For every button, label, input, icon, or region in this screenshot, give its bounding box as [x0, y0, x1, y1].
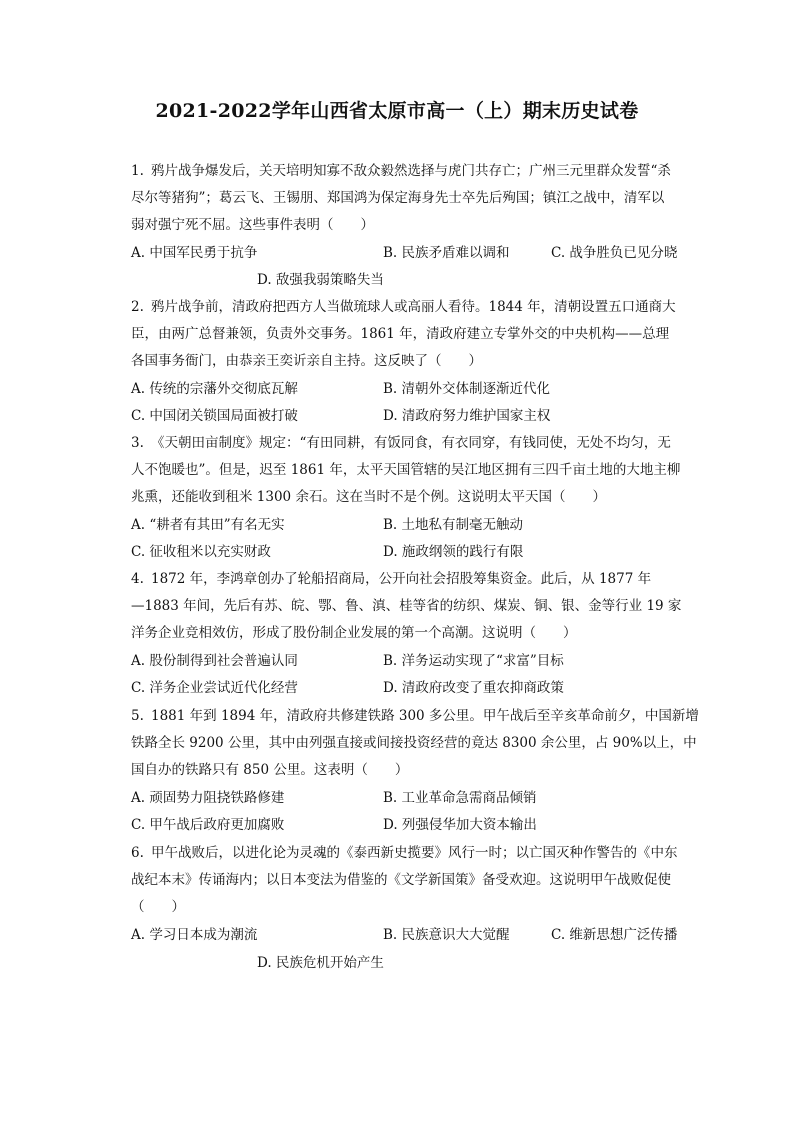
question-5-line-2: 铁路全长 9200 公里，其中由列强直接或间接投资经营的竟达 8300 余公里，占 90%以上，中 — [131, 735, 697, 751]
question-1-option-d[interactable]: D. 敌强我弱策略失当 — [257, 272, 384, 288]
question-4-option-d[interactable]: D. 清政府改变了重农抑商政策 — [383, 680, 564, 696]
question-2-option-c[interactable]: C. 中国闭关锁国局面被打破 — [131, 408, 298, 424]
question-4-line-2: —1883 年间，先后有苏、皖、鄂、鲁、滇、桂等省的纺织、煤炭、铜、银、金等行业 19 家 — [131, 598, 682, 614]
question-6-line-1: 6. 甲午战败后，以进化论为灵魂的《泰西新史揽要》风行一时；以亡国灭种作警告的《中东 — [131, 845, 678, 861]
question-4-option-b[interactable]: B. 洋务运动实现了“求富”目标 — [383, 653, 564, 669]
question-5-option-d[interactable]: D. 列强侵华加大资本输出 — [383, 817, 537, 833]
question-2-option-d[interactable]: D. 清政府努力维护国家主权 — [383, 408, 551, 424]
question-5-option-a[interactable]: A. 顽固势力阻挠铁路修建 — [131, 790, 285, 806]
question-3-line-2: 人不饱暖也”。但是，迟至 1861 年，太平天国管辖的吴江地区拥有三四千亩土地的大地主柳 — [131, 462, 681, 478]
question-1-line-2: 尽尔等猪狗”；葛云飞、王锡朋、郑国鸿为保定海身先士卒先后殉国；镇江之战中，清军以 — [131, 190, 665, 206]
question-3-line-3: 兆熏，还能收到租米 1300 余石。这在当时不是个例。这说明太平天国（ ） — [131, 489, 606, 505]
question-4-option-a[interactable]: A. 股份制得到社会普遍认同 — [131, 653, 298, 669]
question-2-line-2: 臣，由两广总督兼领，负责外交事务。1861 年，清政府建立专掌外交的中央机构——总理 — [131, 326, 670, 342]
question-number: 1. — [131, 163, 144, 179]
question-5-option-c[interactable]: C. 甲午战后政府更加腐败 — [131, 817, 285, 833]
question-4-line-1: 4. 1872 年，李鸿章创办了轮船招商局，公开向社会招股筹集资金。此后，从 1877 年 — [131, 571, 652, 587]
question-5-line-1: 5. 1881 年到 1894 年，清政府共修建铁路 300 多公里。甲午战后至辛亥革命前夕，中国新增 — [131, 708, 699, 724]
question-6-option-d[interactable]: D. 民族危机开始产生 — [257, 955, 384, 971]
question-6-option-b[interactable]: B. 民族意识大大觉醒 — [383, 927, 510, 943]
question-4-option-c[interactable]: C. 洋务企业尝试近代化经营 — [131, 680, 298, 696]
question-3-line-1: 3. 《天朝田亩制度》规定：“有田同耕，有饭同食，有衣同穿，有钱同使，无处不均匀，无 — [131, 435, 671, 451]
question-number: 2. — [131, 299, 144, 315]
question-3-option-b[interactable]: B. 土地私有制毫无触动 — [383, 517, 524, 533]
question-1-line-3: 弱对强宁死不屈。这些事件表明（ ） — [131, 217, 374, 233]
question-1-option-b[interactable]: B. 民族矛盾难以调和 — [383, 245, 510, 261]
question-number: 5. — [131, 708, 144, 724]
question-2-line-1: 2. 鸦片战争前，清政府把西方人当做琉球人或高丽人看待。1844 年，清朝设置五口通商大 — [131, 299, 676, 315]
question-6-line-2: 战纪本末》传诵海内；以日本变法为借鉴的《文学新国策》备受欢迎。这说明甲午战败促使 — [131, 872, 671, 888]
question-number: 3. — [131, 435, 144, 451]
question-5-line-3: 国自办的铁路只有 850 公里。这表明（ ） — [131, 762, 409, 778]
question-6-option-c[interactable]: C. 维新思想广泛传播 — [551, 927, 678, 943]
question-3-option-c[interactable]: C. 征收租米以充实财政 — [131, 544, 271, 560]
question-2-option-a[interactable]: A. 传统的宗藩外交彻底瓦解 — [131, 381, 298, 397]
page-title: 2021-2022学年山西省太原市高一（上）期末历史试卷 — [155, 100, 639, 122]
question-6-line-3: （ ） — [131, 899, 185, 915]
question-2-option-b[interactable]: B. 清朝外交体制逐渐近代化 — [383, 381, 551, 397]
question-1-option-c[interactable]: C. 战争胜负已见分晓 — [551, 245, 678, 261]
question-number: 4. — [131, 571, 144, 587]
question-4-line-3: 洋务企业竞相效仿，形成了股份制企业发展的第一个高潮。这说明（ ） — [131, 625, 577, 641]
question-5-option-b[interactable]: B. 工业革命急需商品倾销 — [383, 790, 537, 806]
question-3-option-d[interactable]: D. 施政纲领的践行有限 — [383, 544, 524, 560]
question-6-option-a[interactable]: A. 学习日本成为潮流 — [131, 927, 258, 943]
question-1-option-a[interactable]: A. 中国军民勇于抗争 — [131, 245, 258, 261]
question-number: 6. — [131, 845, 144, 861]
question-1-line-1: 1. 鸦片战争爆发后，关天培明知寡不敌众毅然选择与虎门共存亡；广州三元里群众发誓“杀 — [131, 163, 671, 179]
question-3-option-a[interactable]: A. “耕者有其田”有名无实 — [131, 517, 285, 533]
question-2-line-3: 各国事务衙门，由恭亲王奕䜣亲自主持。这反映了（ ） — [131, 353, 482, 369]
